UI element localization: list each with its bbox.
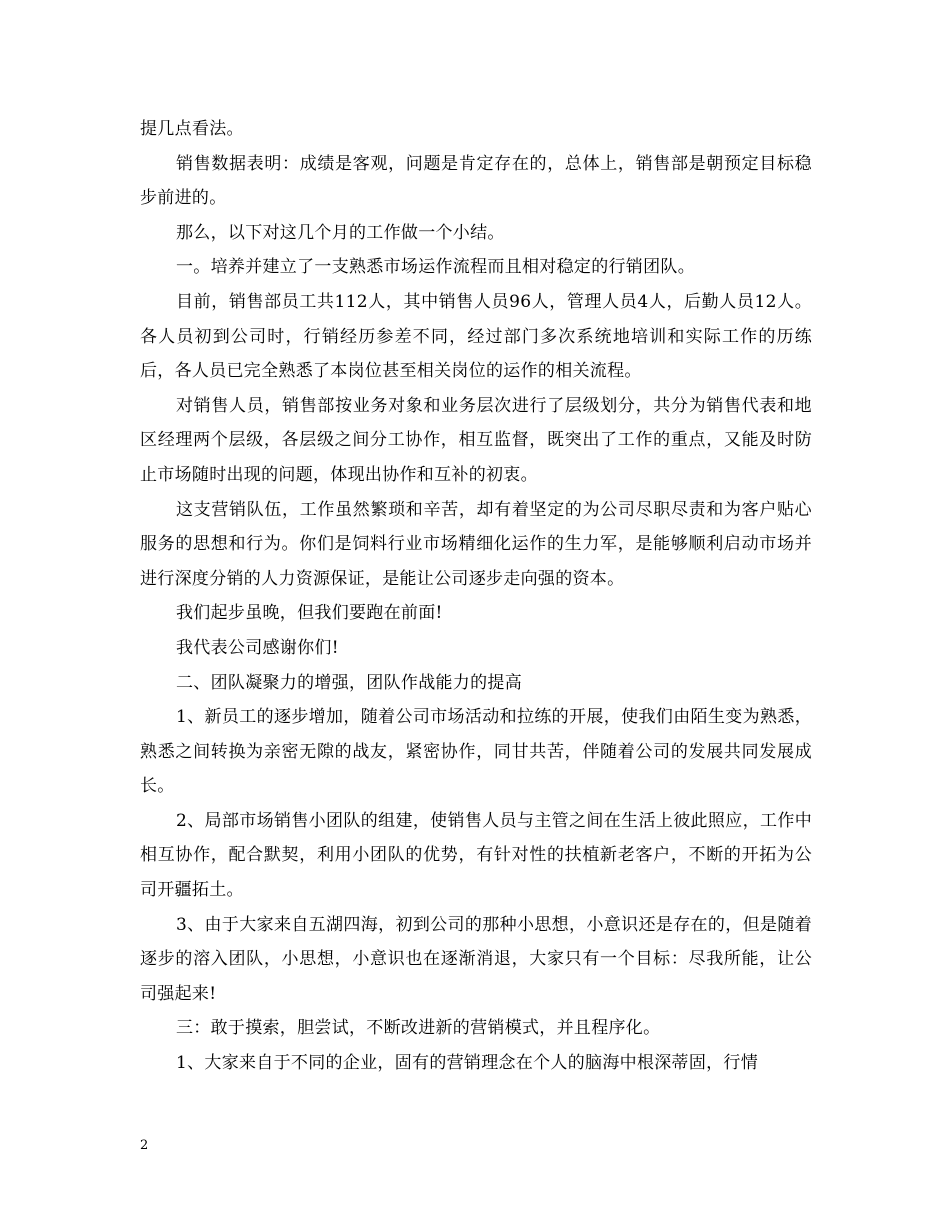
paragraph: 3、由于大家来自五湖四海，初到公司的那种小思想，小意识还是存在的，但是随着逐步的溶入团队，小思想，小意识也在逐渐消退，大家只有一个目标：尽我所能，让公司强起来! [140,914,812,1004]
paragraph: 销售数据表明：成绩是客观，问题是肯定存在的，总体上，销售部是朝预定目标稳步前进的。 [140,153,812,209]
paragraph: 2、局部市场销售小团队的组建，使销售人员与主管之间在生活上彼此照应，工作中相互协作，配合默契，利用小团队的优势，有针对性的扶植新老客户，不断的开拓为公司开疆拓土。 [140,810,812,901]
section-heading: 一。培养并建立了一支熟悉市场运作流程而且相对稳定的行销团队。 [176,257,695,278]
paragraph: 这支营销队伍，工作虽然繁琐和辛苦，却有着坚定的为公司尽职尽责和为客户贴心服务的思想和行为。你们是饲料行业市场精细化运作的生力军，是能够顺利启动市场并进行深度分销的人力资源保证，是能让公司逐步走向强的资本。 [140,499,812,589]
page-number: 2 [140,1138,149,1153]
paragraph: 提几点看法。 [140,119,244,139]
paragraph: 那么，以下对这几个月的工作做一个小结。 [176,222,505,243]
paragraph: 1、新员工的逐步增加，随着公司市场活动和拉练的开展，使我们由陌生变为熟悉，熟悉之间转换为亲密无隙的战友，紧密协作，同甘共苦，伴随着公司的发展共同发展成长。 [140,707,812,797]
document-body [140,112,812,1081]
section-heading: 三：敢于摸索，胆尝试，不断改进新的营销模式，并且程序化。 [176,1018,661,1039]
section-heading: 二、团队凝聚力的增强，团队作战能力的提高 [176,672,522,693]
paragraph: 对销售人员，销售部按业务对象和业务层次进行了层级划分，共分为销售代表和地区经理两个层级，各层级之间分工协作，相互监督，既突出了工作的重点，又能及时防止市场随时出现的问题，体现出协作和互补的初衷。 [140,395,812,485]
paragraph: 1、大家来自于不同的企业，固有的营销理念在个人的脑海中根深蒂固，行情 [176,1053,759,1074]
paragraph: 目前，销售部员工共112人，其中销售人员96人，管理人员4人，后勤人员12人。各人员初到公司时，行销经历参差不同，经过部门多次系统地培训和实际工作的历练后，各人员已完全熟悉了本岗位甚至相关岗位的运作的相关流程。 [140,291,812,382]
paragraph: 我们起步虽晚，但我们要跑在前面! [176,603,443,624]
paragraph: 我代表公司感谢你们! [176,637,339,658]
